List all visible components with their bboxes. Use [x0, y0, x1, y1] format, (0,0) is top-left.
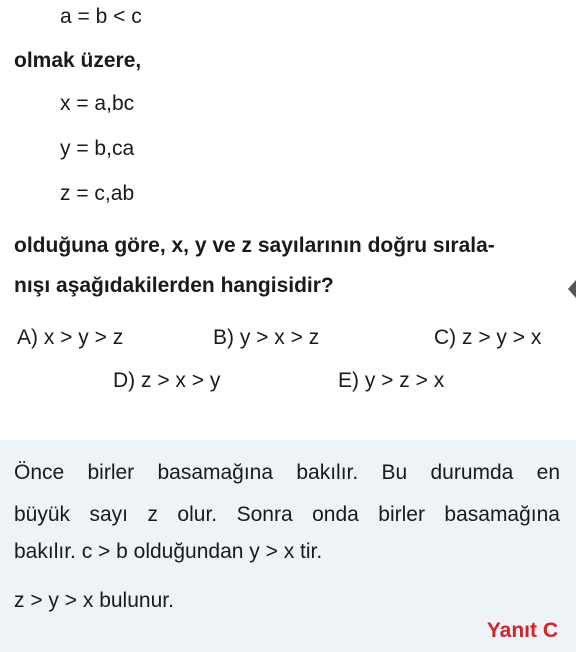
equation-y: y = b,ca [60, 137, 135, 160]
solution-line3: bakılır. c > b olduğundan y > x tir. [14, 540, 323, 563]
condition-text: a = b < c [60, 5, 142, 28]
equation-z: z = c,ab [60, 182, 135, 205]
question-prompt-line2: nışı aşağıdakilerden hangisidir? [14, 274, 334, 297]
option-a: A) x > y > z [17, 326, 124, 349]
solution-line4: z > y > x bulunur. [14, 589, 174, 612]
equation-x: x = a,bc [60, 92, 135, 115]
intro-text: olmak üzere, [14, 49, 142, 72]
option-b: B) y > x > z [213, 326, 320, 349]
page-tab-arrow-icon [568, 280, 576, 298]
option-e: E) y > z > x [338, 369, 445, 392]
solution-line1: Önce birler basamağına bakılır. Bu durumda en [14, 461, 560, 484]
question-prompt-line1: olduğuna göre, x, y ve z sayılarının doğru sırala- [14, 234, 495, 257]
solution-block [0, 440, 576, 652]
solution-line2: büyük sayı z olur. Sonra onda birler basamağına [14, 503, 560, 526]
answer-label: Yanıt C [486, 619, 558, 642]
option-c: C) z > y > x [434, 326, 542, 349]
option-d: D) z > x > y [113, 369, 221, 392]
